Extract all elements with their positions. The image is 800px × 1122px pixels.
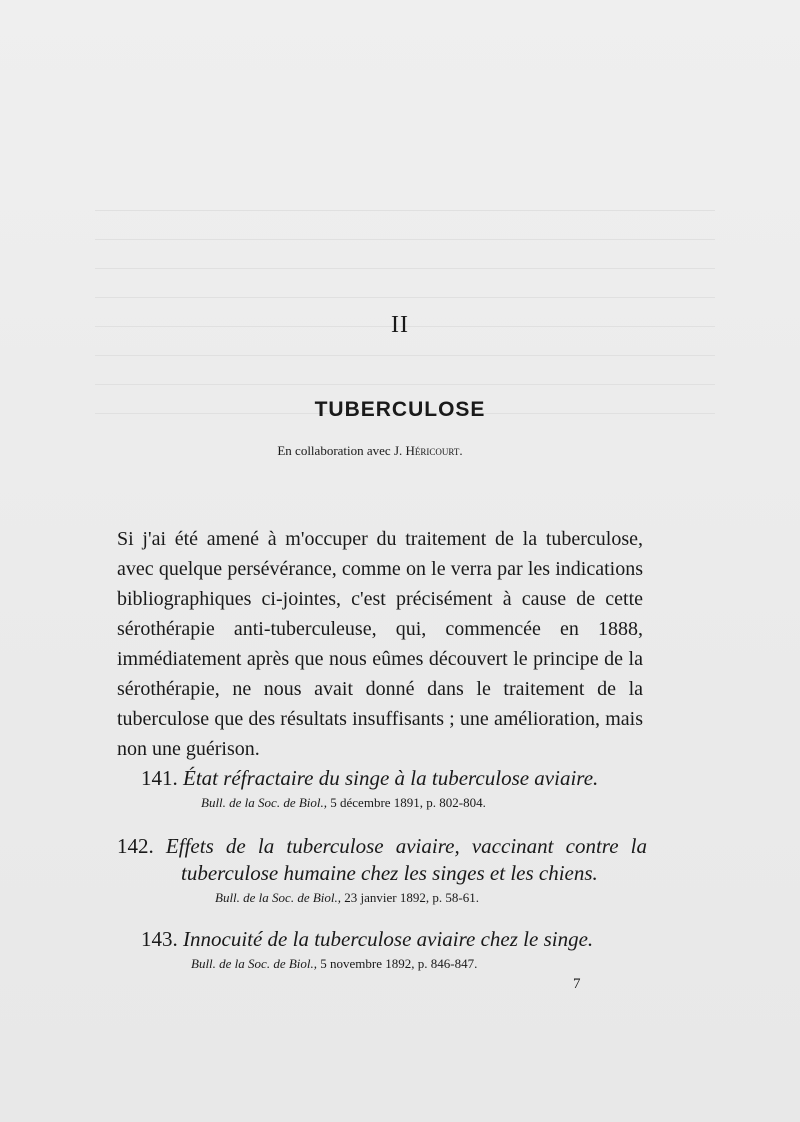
reference-title-line <box>117 926 647 953</box>
reference-title: Effets de la tuberculose aviaire, vaccinant contre la tuberculose humaine chez les singes et les chiens. <box>165 834 648 885</box>
reference-item <box>117 926 647 972</box>
reference-title: État réfractaire du singe à la tuberculose aviaire. <box>183 766 599 790</box>
reference-citation <box>117 795 647 811</box>
citation-source: Bull. de la Soc. de Biol., <box>201 795 328 810</box>
reference-number: 141. <box>141 766 178 790</box>
reference-number: 143. <box>141 927 178 951</box>
reference-item <box>117 765 647 811</box>
citation-source: Bull. de la Soc. de Biol., <box>191 956 318 971</box>
reference-title-line <box>117 833 647 887</box>
reference-number: 142. <box>117 834 154 858</box>
reference-title: Innocuité de la tuberculose aviaire chez le singe. <box>183 927 594 951</box>
reference-citation <box>117 956 647 972</box>
collaboration-prefix: En collaboration avec J. <box>277 443 406 458</box>
collaborator-name: Héricourt. <box>405 443 463 458</box>
citation-detail: 23 janvier 1892, p. 58-61. <box>341 890 479 905</box>
section-number: II <box>391 312 409 338</box>
reference-citation <box>117 890 647 906</box>
intro-paragraph: Si j'ai été amené à m'occuper du traitement de la tuberculose, avec quelque persévérance, comme on le verra par les indications bibliographiques ci-jointes, c'est précisément à cause de cette sérothérapie anti-tuberculeuse, qui, commencée en 1888, immédiatement après que nous eûmes découvert le principe de la sérothérapie, ne nous avait donné dans le traitement de la tuberculose que des résultats insuffisants ; une amélioration, mais non une guérison. <box>117 528 643 760</box>
citation-source: Bull. de la Soc. de Biol., <box>215 890 342 905</box>
citation-detail: 5 décembre 1891, p. 802-804. <box>327 795 486 810</box>
page-number: 7 <box>573 976 581 992</box>
reference-title-line <box>117 765 647 792</box>
section-title: TUBERCULOSE <box>314 398 486 421</box>
citation-detail: 5 novembre 1892, p. 846-847. <box>317 956 478 971</box>
collaboration-line <box>0 443 740 459</box>
reference-item <box>117 833 647 906</box>
